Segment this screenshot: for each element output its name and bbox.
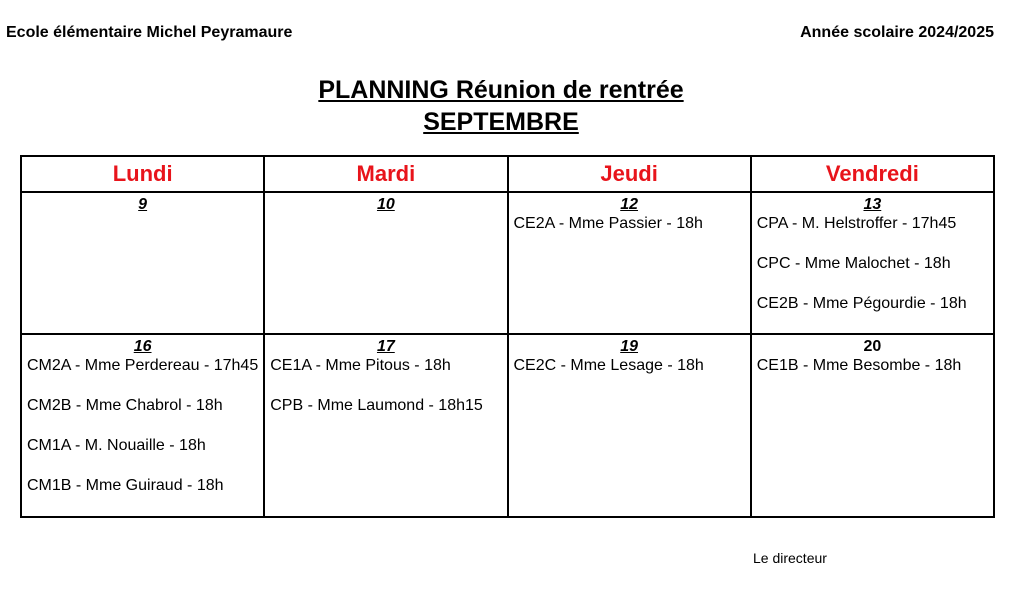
day-cell: [508, 334, 751, 517]
date-number: 10: [376, 196, 395, 213]
meeting-entry: CE2B - Mme Pégourdie - 18h: [756, 295, 967, 312]
day-header-lundi: Lundi: [21, 156, 264, 192]
date-number: 13: [863, 196, 882, 213]
schedule-header-row: [21, 156, 994, 192]
day-cell: [508, 192, 751, 334]
meeting-entry: CM1A - M. Nouaille - 18h: [27, 437, 206, 454]
day-cell: [21, 192, 264, 334]
meeting-entry: CPB - Mme Laumond - 18h15: [270, 397, 483, 414]
meeting-entry: CPA - M. Helstroffer - 17h45: [756, 215, 957, 232]
signature-label: Le directeur: [753, 550, 827, 566]
meeting-entry: CM2A - Mme Perdereau - 17h45: [27, 357, 259, 374]
schedule-table: [20, 155, 995, 518]
meeting-entry: CE2A - Mme Passier - 18h: [513, 215, 703, 232]
meeting-entry: CE1B - Mme Besombe - 18h: [756, 357, 962, 374]
meeting-entry: CM2B - Mme Chabrol - 18h: [27, 397, 223, 414]
school-year: Année scolaire 2024/2025: [800, 24, 994, 41]
day-cell: [751, 192, 994, 334]
day-cell: [21, 334, 264, 517]
school-name: Ecole élémentaire Michel Peyramaure: [6, 24, 293, 41]
meeting-entry: CE1A - Mme Pitous - 18h: [270, 357, 451, 374]
page-title: PLANNING Réunion de rentrée: [318, 76, 684, 104]
page-subtitle-month: SEPTEMBRE: [423, 108, 579, 136]
meeting-entry: CPC - Mme Malochet - 18h: [756, 255, 951, 272]
week-row: [21, 334, 994, 517]
meeting-entry: CM1B - Mme Guiraud - 18h: [27, 477, 224, 494]
date-number: 16: [133, 338, 152, 355]
date-number: 17: [376, 338, 395, 355]
day-header-vendredi: Vendredi: [751, 156, 994, 192]
day-header-mardi: Mardi: [264, 156, 507, 192]
date-number: 20: [863, 338, 882, 355]
date-number: 9: [138, 196, 148, 213]
date-number: 12: [620, 196, 639, 213]
day-cell: [264, 334, 507, 517]
date-number: 19: [620, 338, 639, 355]
day-cell: [264, 192, 507, 334]
day-cell: [751, 334, 994, 517]
week-row: [21, 192, 994, 334]
day-header-jeudi: Jeudi: [508, 156, 751, 192]
meeting-entry: CE2C - Mme Lesage - 18h: [513, 357, 704, 374]
